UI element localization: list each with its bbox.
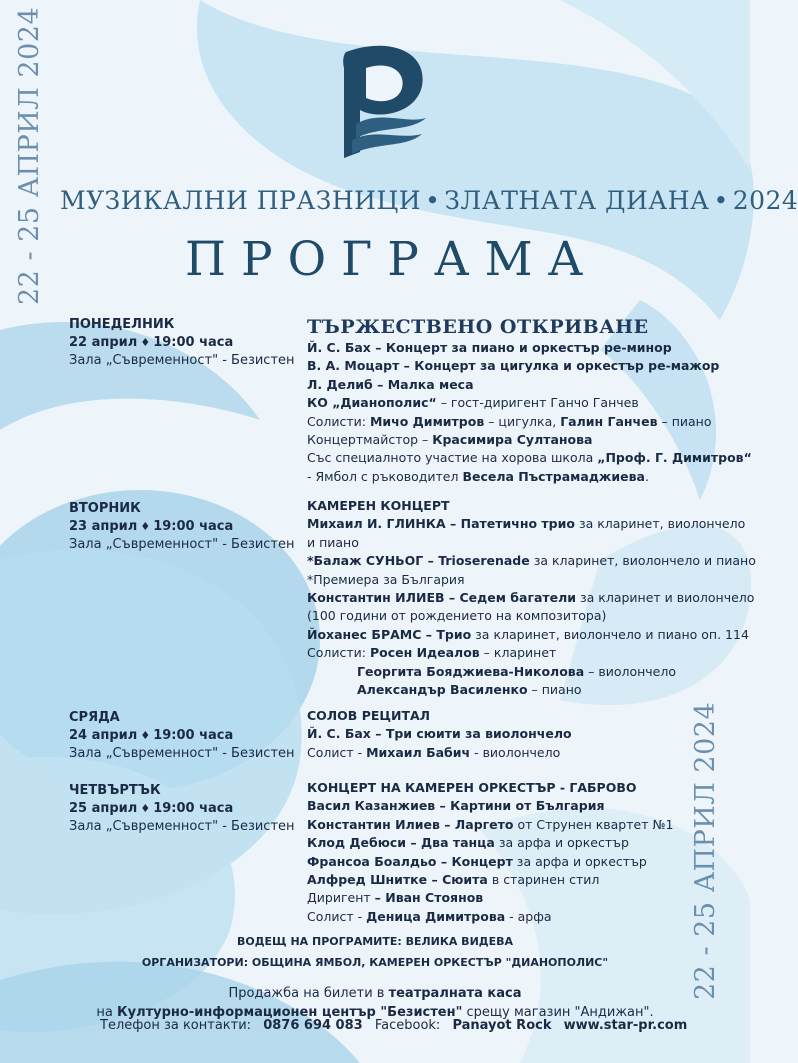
program-item: Л. Делиб – Малка меса [307, 376, 474, 392]
premiere-note: *Премиера за България [307, 571, 465, 587]
program-title: ПРОГРАМА [185, 232, 599, 287]
day-name: СРЯДА [69, 710, 120, 725]
day-datetime [69, 727, 295, 745]
soloist-line: Солист - Михаил Бабич - виолончело [307, 744, 561, 760]
day-datetime [69, 800, 295, 818]
program-item: Константин Илиев – Ларгето от Струнен квартет №1 [307, 816, 674, 832]
diamond-icon: ♦ [140, 520, 151, 533]
day-time: 19:00 часа [153, 728, 234, 743]
soloists-line: Георгита Бояджиева-Николова – виолончело [357, 663, 676, 679]
day-block-wednesday [69, 709, 295, 763]
contacts-line [100, 1018, 688, 1033]
day-name: ВТОРНИК [69, 501, 141, 516]
day-block-tuesday [69, 500, 295, 554]
conductor-line: Диригент – Иван Стоянов [307, 890, 484, 906]
anniversary-note: (100 години от рождението на композитора) [307, 608, 607, 624]
concertmaster-line: Концертмайстор – Красимира Султанова [307, 432, 593, 448]
program-item: Константин ИЛИЕВ – Седем багатели за кларинет и виолончело [307, 590, 755, 606]
program-item: Клод Дебюси – Два танца за арфа и оркестър [307, 835, 629, 851]
day-name: ПОНЕДЕЛНИК [69, 317, 175, 332]
day-date: 25 април [69, 801, 138, 816]
soloists-line: Солисти: Мичо Димитров – цигулка, Галин Ганчев – пиано [307, 413, 712, 429]
festival-title [60, 186, 798, 215]
program-item: Михаил И. ГЛИНКА – Патетично трио за кларинет, виолончело [307, 516, 746, 532]
day-date: 23 април [69, 519, 138, 534]
special-guest-line: - Ямбол с ръководител Весела Пъстрамаджиева. [307, 468, 649, 484]
ticket-info [0, 984, 750, 1022]
event-title: СОЛОВ РЕЦИТАЛ [307, 708, 431, 723]
program-item: Й. С. Бах – Концерт за пиано и оркестър ре-минор [307, 340, 672, 355]
host-line: ВОДЕЩ НА ПРОГРАМИТЕ: ВЕЛИКА ВИДЕВА [237, 935, 513, 948]
event-gabrovo-orchestra [307, 779, 702, 926]
day-block-monday [69, 316, 295, 370]
organizers-line: ОРГАНИЗАТОРИ: ОБЩИНА ЯМБОЛ, КАМЕРЕН ОРКЕСТЪР "ДИАНОПОЛИС" [141, 956, 609, 969]
website-link[interactable]: www.star-pr.com [563, 1018, 688, 1033]
diamond-icon: ♦ [140, 336, 151, 349]
event-solo-recital [307, 707, 702, 762]
event-opening [307, 315, 752, 486]
program-item: Й. С. Бах – Три сюити за виолончело [307, 726, 572, 742]
ticket-line: Продажба на билети в театралната каса [228, 986, 522, 1001]
day-block-thursday [69, 782, 295, 836]
event-title: КАМЕРЕН КОНЦЕРТ [307, 498, 450, 513]
day-hall: Зала „Съвременност" - Безистен [69, 746, 295, 761]
day-datetime [69, 334, 295, 352]
day-time: 19:00 часа [153, 801, 234, 816]
program-item: Васил Казанжиев – Картини от България [307, 798, 605, 814]
festival-title-year: 2024 [732, 186, 798, 215]
phone-contact[interactable]: Телефон за контакти: 0876 694 083 [100, 1018, 363, 1033]
program-item: *Балаж СУНЬОГ – Trioserenade за кларинет, виолончело и пиано [307, 553, 756, 569]
program-item: и пиано [307, 534, 359, 550]
program-item: КО „Дианополис“ – гост-диригент Ганчо Ганчев [307, 395, 639, 411]
program-item: Франсоа Боалдьо – Концерт за арфа и оркестър [307, 853, 647, 869]
facebook-contact[interactable]: Facebook: Panayot Rock [374, 1018, 552, 1033]
day-hall: Зала „Съвременност" - Безистен [69, 353, 295, 368]
day-hall: Зала „Съвременност" - Безистен [69, 819, 295, 834]
soloist-line: Солист - Деница Димитрова - арфа [307, 908, 552, 924]
festival-title-part1: МУЗИКАЛНИ ПРАЗНИЦИ [60, 186, 422, 215]
soloists-line: Солисти: Росен Идеалов – кларинет [307, 645, 557, 661]
program-item: Йоханес БРАМС – Трио за кларинет, виолончело и пиано оп. 114 [307, 626, 749, 642]
event-chamber-concert [307, 497, 756, 699]
diamond-icon: ♦ [140, 802, 151, 815]
event-title: ТЪРЖЕСТВЕНО ОТКРИВАНЕ [307, 316, 649, 338]
day-hall: Зала „Съвременност" - Безистен [69, 537, 295, 552]
vertical-date-left: 22 - 25 АПРИЛ 2024 [14, 6, 45, 305]
program-item: Алфред Шнитке – Сюита в старинен стил [307, 872, 600, 888]
day-name: ЧЕТВЪРТЪК [69, 783, 161, 798]
day-date: 24 април [69, 728, 138, 743]
ticket-line: на Културно-информационен център "Безистен" срещу магазин "Андижан". [96, 1005, 654, 1020]
festival-separator: • [425, 186, 441, 215]
day-time: 19:00 часа [153, 335, 234, 350]
vertical-date-right: 22 - 25 АПРИЛ 2024 [690, 701, 721, 1000]
program-item: В. А. Моцарт – Концерт за цигулка и оркестър ре-мажор [307, 358, 720, 374]
event-title: КОНЦЕРТ НА КАМЕРЕН ОРКЕСТЪР - ГАБРОВО [307, 780, 637, 795]
soloists-line: Александър Василенко – пиано [357, 682, 582, 698]
day-time: 19:00 часа [153, 519, 234, 534]
special-guest-line: Със специалното участие на хорова школа „Проф. Г. Димитров“ [307, 450, 752, 466]
day-datetime [69, 518, 295, 536]
festival-logo [330, 40, 430, 165]
festival-separator: • [713, 186, 729, 215]
festival-title-part2: ЗЛАТНАТА ДИАНА [444, 186, 710, 215]
diamond-icon: ♦ [140, 729, 151, 742]
day-date: 22 април [69, 335, 138, 350]
